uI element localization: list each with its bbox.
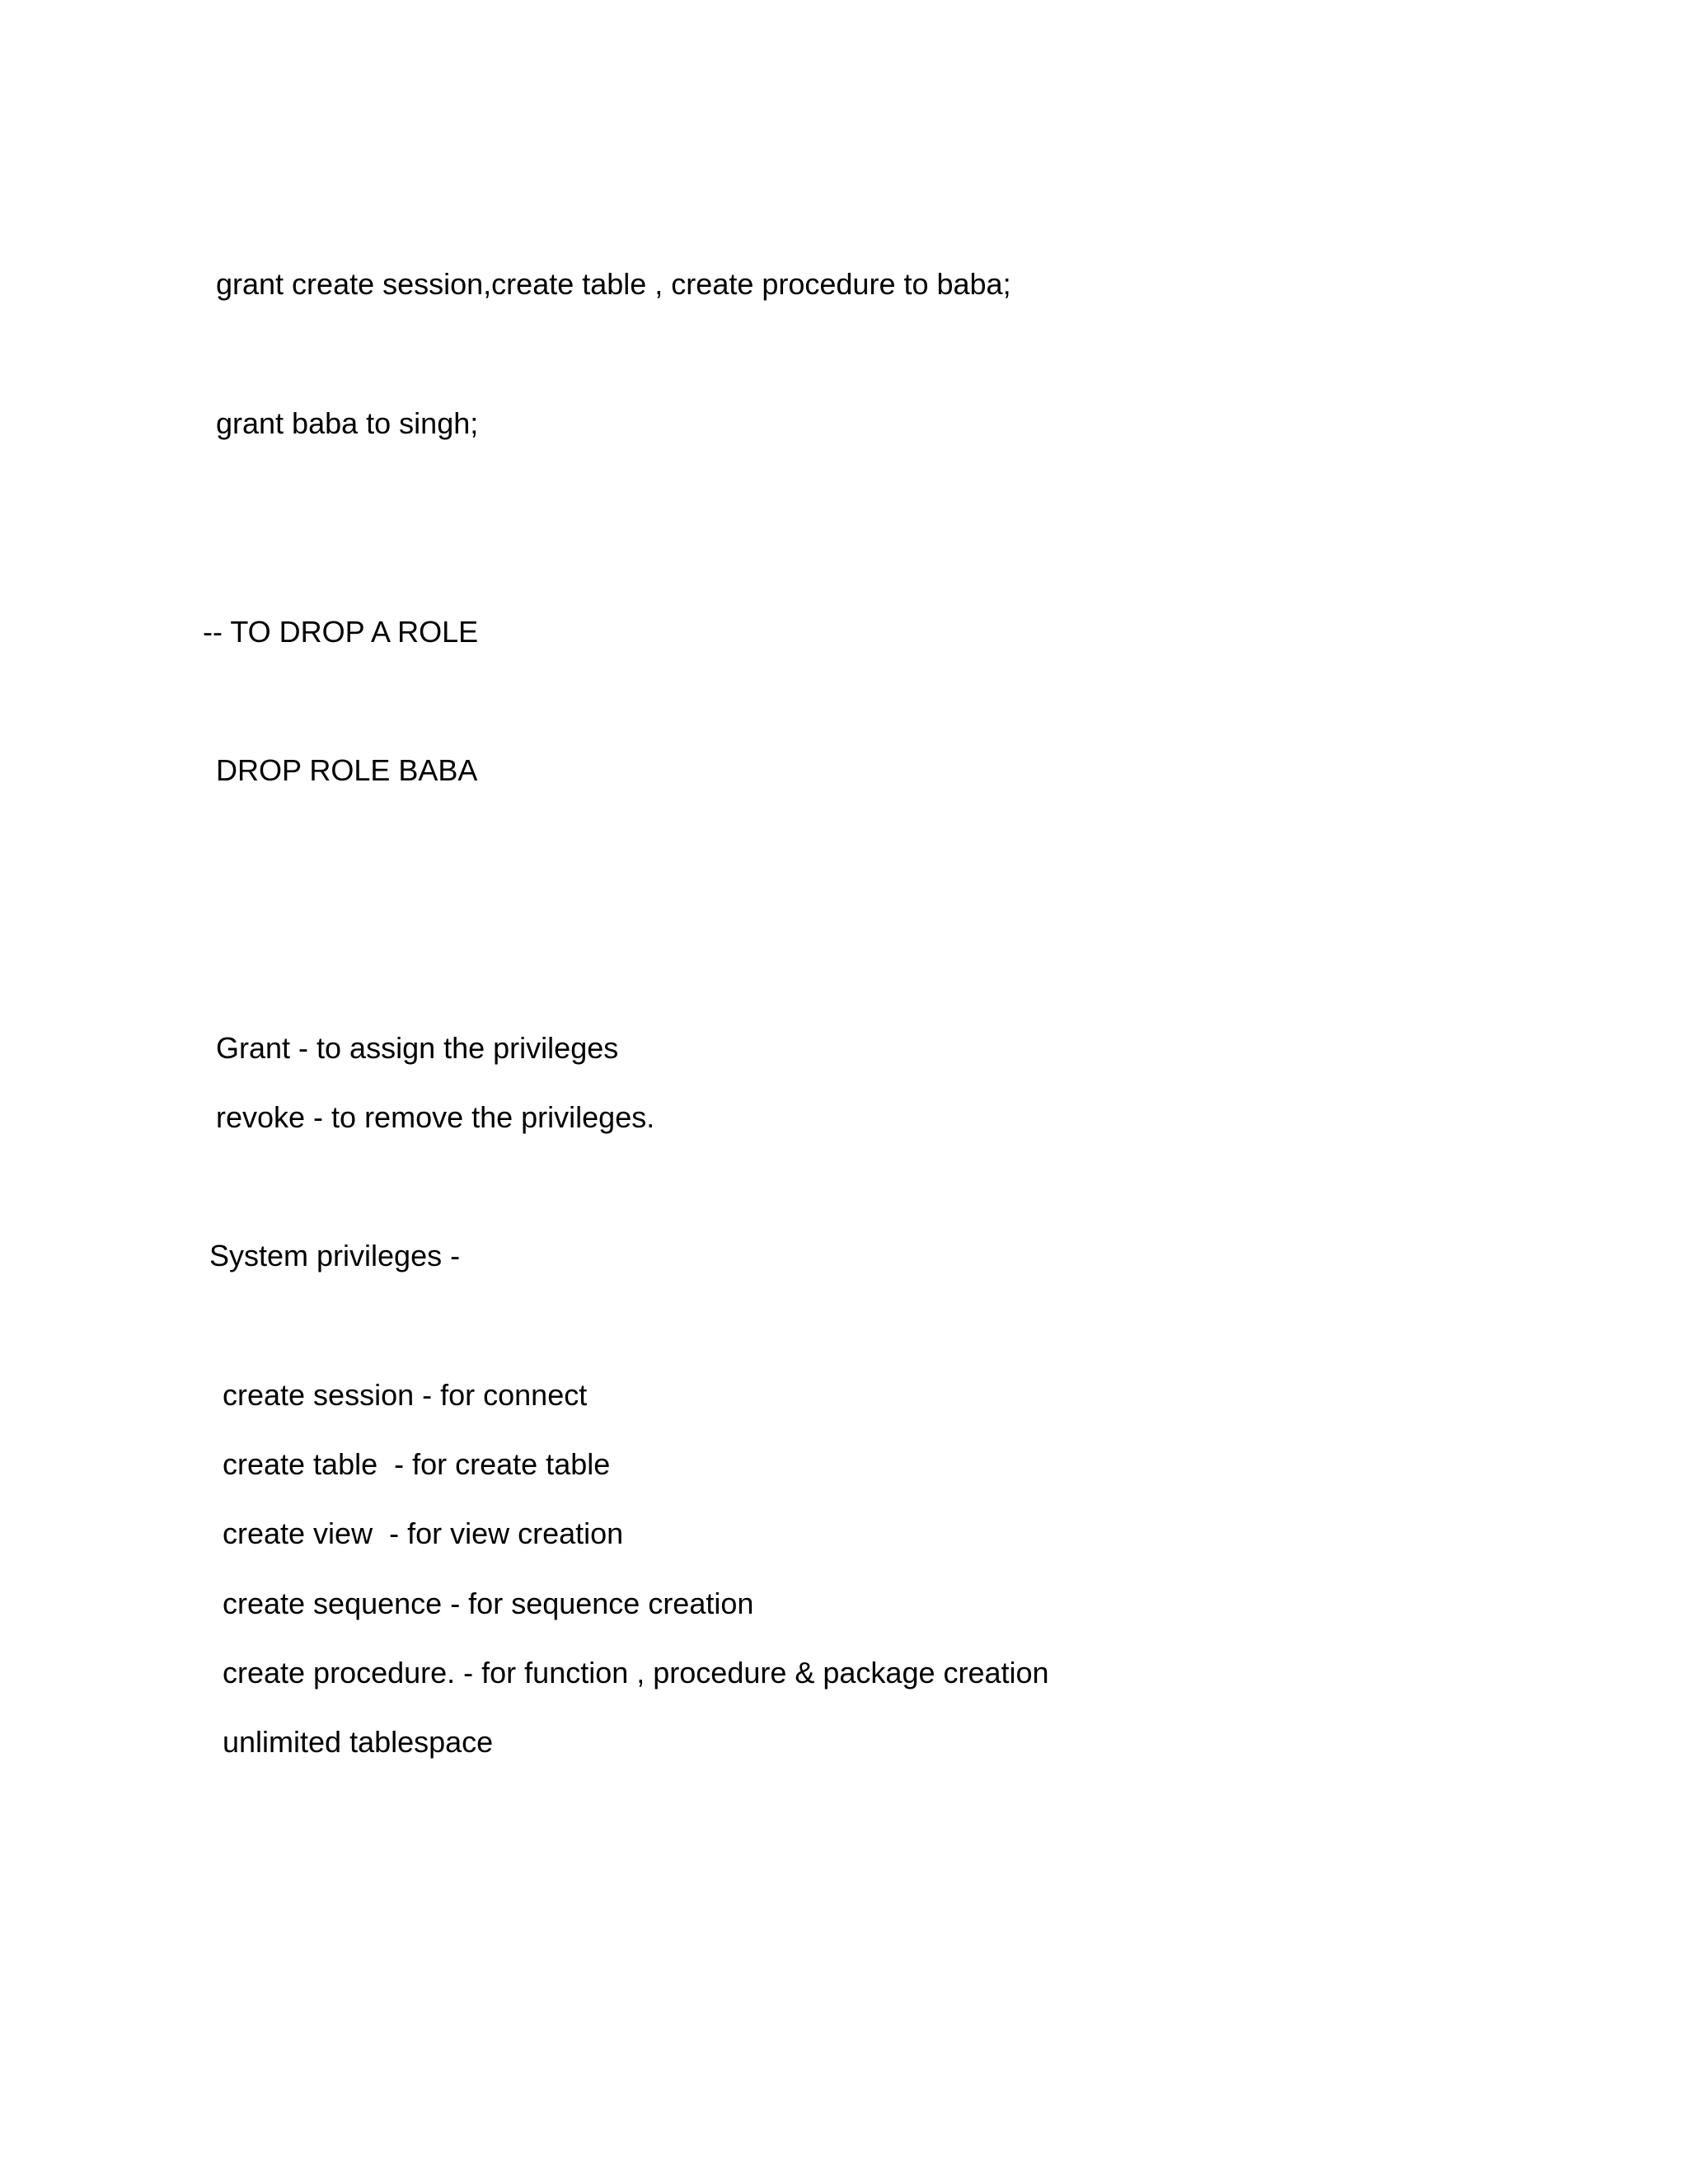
- grant-statement-line: grant create session,create table , create procedure to baba;: [216, 267, 1011, 301]
- privilege-item: create sequence - for sequence creation: [223, 1586, 754, 1620]
- drop-role-comment: -- TO DROP A ROLE: [203, 615, 479, 649]
- privilege-item: create procedure. - for function , procedure & package creation: [223, 1656, 1049, 1690]
- grant-role-line: grant baba to singh;: [216, 406, 479, 440]
- revoke-definition: revoke - to remove the privileges.: [216, 1100, 655, 1134]
- drop-role-statement: DROP ROLE BABA: [216, 753, 478, 787]
- privilege-item: create session - for connect: [223, 1378, 588, 1412]
- privilege-item: create view - for view creation: [223, 1516, 624, 1550]
- system-privileges-heading: System privileges -: [209, 1239, 461, 1272]
- privilege-item: create table - for create table: [223, 1447, 611, 1481]
- grant-definition: Grant - to assign the privileges: [216, 1031, 619, 1065]
- privilege-item: unlimited tablespace: [223, 1725, 494, 1759]
